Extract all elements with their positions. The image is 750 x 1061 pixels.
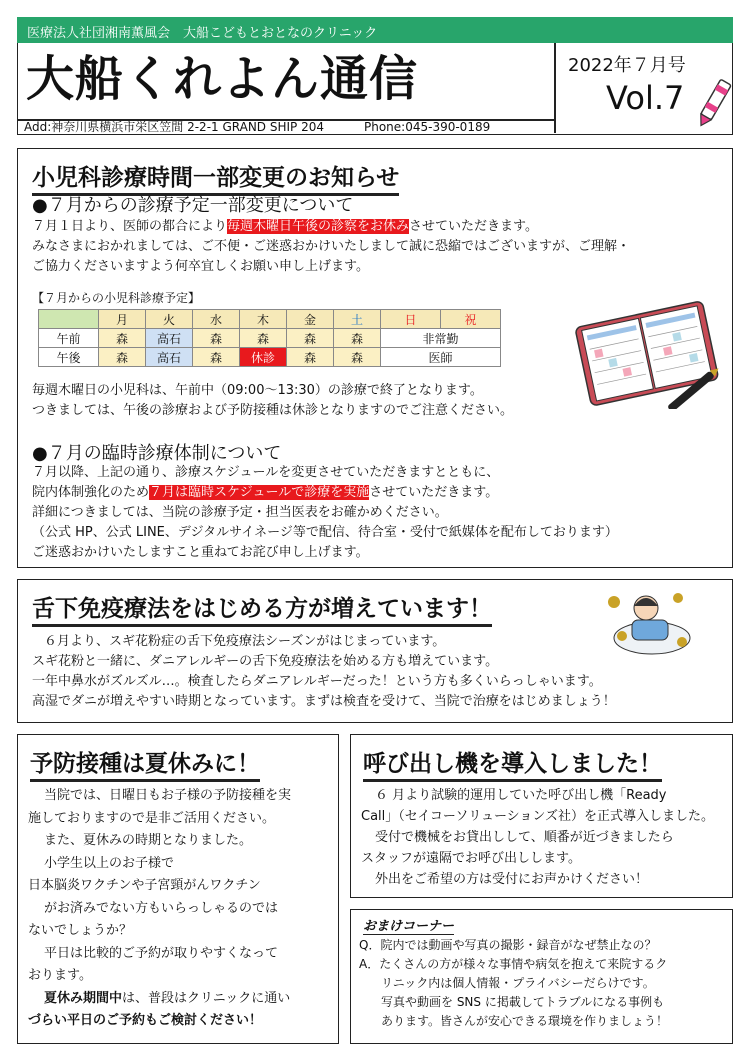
bonus-corner: [350, 909, 733, 1044]
crayon-icon: [694, 75, 734, 131]
paragraph: スギ花粉と一緒に、ダニアレルギーの舌下免疫療法を始める方も増えています。 一年中鼻水がズルズル…。検査したらダニアレルギーだった！という方も多くいらっしゃいます。 高湿でダニが増えやすい時期となっています。まずは検査を受けて、当院で治療をはじめましょう！: [32, 654, 616, 709]
calendar-illustration-icon: [574, 299, 724, 409]
subheading: ●７月からの診療予定一部変更について: [32, 195, 354, 216]
org-banner: [17, 17, 733, 43]
day-header: 月: [99, 310, 146, 329]
schedule-caption: 【７月からの小児科診療予定】: [32, 291, 201, 305]
masthead: [17, 43, 733, 135]
paragraph: ６ 月より試験的運用していた呼び出し機「Ready Call」（セイコーソリューションズ社）を正式導入しました。 受付で機械をお貸出しして、順番が近づきましたら スタッフが遠隔でお呼び出しします。 外出をご希望の方は受付にお声かけください！: [361, 788, 715, 887]
day-header: 土: [334, 310, 381, 329]
paragraph: ７月１日より、医師の都合により毎週木曜日午後の診察をお休みさせていただきます。 みなさまにおかれましては、ご不便・ご迷惑おかけいたしまして誠に恐縮ではございますが、ご理解・ ご協力くださいますよう何卒宜しくお願い申し上げます。: [32, 219, 631, 274]
vaccination-summer: [17, 734, 339, 1044]
section-title: 予防接種は夏休みに！: [30, 745, 260, 782]
section-title: 舌下免疫療法をはじめる方が増えています！: [32, 590, 492, 627]
patient-illustration-icon: [602, 586, 692, 658]
table-row: 午後 森 高石 森 休診 森 森 医師: [39, 348, 501, 367]
phone: Phone:045-390-0189: [364, 120, 491, 134]
subheading: ●７月の臨時診療体制について: [32, 443, 282, 464]
faq: Q．院内では動画や写真の撮影・録音がなぜ禁止なの？ A．たくさんの方が様々な事情や病気を抱えて来院するク リニック内は個人情報・プライバシーだらけです。 写真や動画を SNS に掲載してトラブルになる事例も あります。皆さんが安心できる環境を作りましょう！: [359, 938, 669, 1028]
paragraph: 当院では、日曜日もお子様の予防接種を実 施しておりますので是非ご活用ください。 また、夏休みの時期となりました。 小学生以上のお子様で 日本脳炎ワクチンや子宮頸がんワクチン がお済みでない方もいらっしゃるのでは ないでしょうか？ 平日は比較的ご予約が取りやすくなって おります。 夏休み期間中は、普段はクリニックに通い づらい平日のご予約もご検討ください！: [28, 788, 292, 1028]
highlight: ７月は臨時スケジュールで診療を実施: [149, 485, 370, 500]
day-header: 祝: [441, 310, 501, 329]
issue-date: 2022年７月号: [568, 55, 686, 76]
notice-schedule-change: [17, 148, 733, 568]
newsletter-title: 大船くれよん通信: [26, 51, 419, 107]
schedule-table: [38, 309, 501, 367]
day-header: 木: [240, 310, 287, 329]
day-header: 火: [146, 310, 193, 329]
paragraph: ６月より、スギ花粉症の舌下免疫療法シーズンがはじまっています。: [44, 634, 446, 649]
section-title: おまけコーナー: [363, 915, 454, 935]
table-row: 午前 森 高石 森 森 森 森 非常勤: [39, 329, 501, 348]
sublingual-immunotherapy: [17, 579, 733, 723]
paragraph: ７月以降、上記の通り、診療スケジュールを変更させていただきますとともに、 院内体制強化のため７月は臨時スケジュールで診療を実施させていただきます。 詳細につきましては、当院の診療予定・担当医表をお確かめください。 （公式 HP、公式 LINE、デジタルサイネージ等で配信、待合室・受付で紙媒体を配布しております） ご迷惑おかけいたしますこと重ねてお詫び申し上げます。: [32, 465, 618, 560]
address: Add:神奈川県横浜市栄区笠間 2-2-1 GRAND SHIP 204: [24, 120, 324, 134]
contact-line: [24, 120, 490, 134]
section-title: 小児科診療時間一部変更のお知らせ: [32, 159, 399, 196]
highlight: 毎週木曜日午後の診察をお休み: [227, 219, 410, 234]
volume-number: Vol.7: [606, 79, 685, 117]
day-header: 金: [287, 310, 334, 329]
day-header: 水: [193, 310, 240, 329]
org-name: 医療法人社団湘南薫風会 大船こどもとおとなのクリニック: [27, 26, 378, 41]
divider: [554, 43, 556, 133]
section-title: 呼び出し機を導入しました！: [363, 745, 662, 782]
pager-introduction: [350, 734, 733, 898]
paragraph: 毎週木曜日の小児科は、午前中（09:00～13:30）の診療で終了となります。 つきましては、午後の診療および予防接種は休診となりますのでご注意ください。: [32, 383, 514, 418]
day-header: 日: [381, 310, 441, 329]
